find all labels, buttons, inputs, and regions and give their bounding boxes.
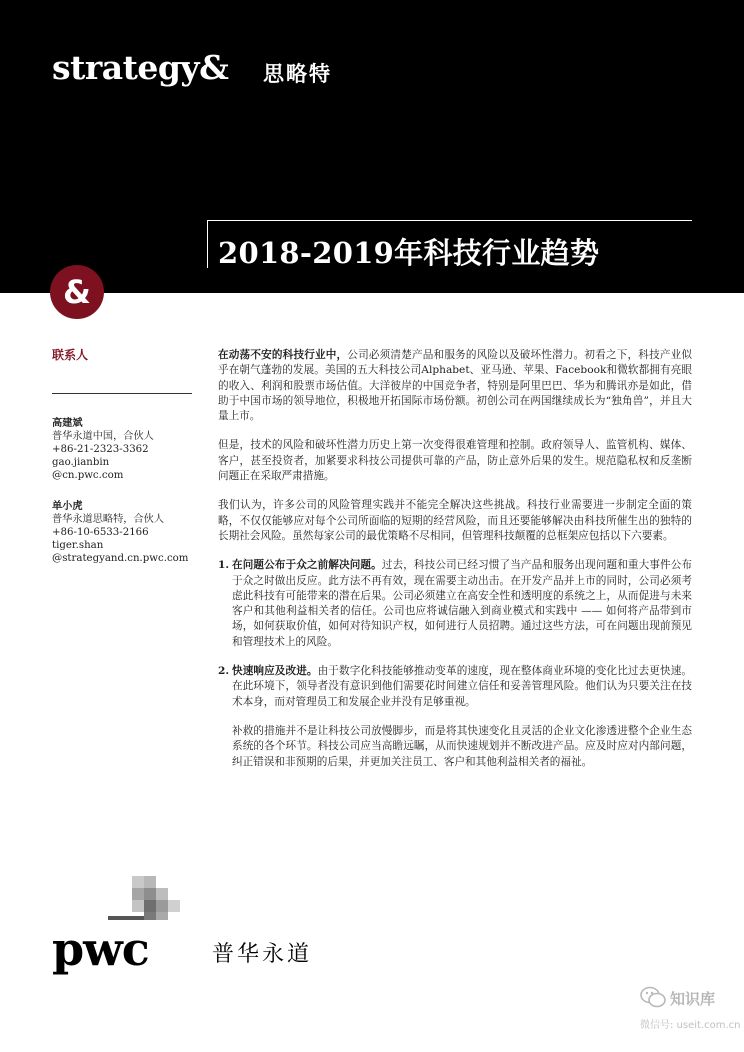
pwc-mosaic-icon <box>108 876 180 924</box>
watermark-sub: 微信号: useit.com.cn <box>640 1020 741 1031</box>
paragraph: 但是，技术的风险和破坏性潜力历史上第一次变得很难管理和控制。政府领导人、监管机构、媒体、客户，甚至投资者，加紧要求科技公司提供可靠的产品，防止意外后果的发生。规范隐私权和反垄断问题正在采取严肃措施。 <box>218 439 692 483</box>
pwc-logo-cn: 普华永道 <box>212 942 313 967</box>
contact-name: 高建斌 <box>52 417 83 429</box>
pwc-logo: pwc <box>52 922 149 976</box>
contact-phone[interactable]: +86-21-2323-3362 <box>52 444 149 455</box>
contact-role: 普华永道中国，合伙人 <box>52 431 154 442</box>
intro-paragraph <box>218 348 692 424</box>
ampersand-badge-icon: & <box>50 265 104 319</box>
list-item <box>218 558 692 650</box>
contacts-heading: 联系人 <box>52 348 89 362</box>
intro-text: 公司必须清楚产品和服务的风险以及破坏性潜力。初看之下，科技产业似乎在朝气蓬勃的发展。美国的五大科技公司Alphabet、亚马逊、苹果、Facebook和微软都拥有亮眼的收入、利润和股票市场估值。大洋彼岸的中国竞争者，特别是阿里巴巴、华为和腾讯亦是如此，借助于中国市场的领导地位，积极地开拓国际市场份额。初创公司在两国继续成长为“独角兽”，并且大量上市。 <box>218 349 693 423</box>
contact-email-domain[interactable]: @strategyand.cn.pwc.com <box>52 553 189 564</box>
brand-logo: strategy& <box>52 48 229 87</box>
paragraph: 我们认为，许多公司的风险管理实践并不能完全解决这些挑战。科技行业需要进一步制定全面的策略，不仅仅能够应对每个公司所面临的短期的经营风险，而且还要能够解决由科技所催生出的独特的长期社会风险。虽然每家公司的最优策略不尽相同，但管理科技颠覆的总框架应包括以下六要素。 <box>218 499 692 542</box>
contact-phone[interactable]: +86-10-6533-2166 <box>52 527 149 538</box>
main-content <box>218 348 692 784</box>
list-number: 1. <box>218 559 230 572</box>
list-item-text: 由于数字化科技能够推动变革的速度，现在整体商业环境的变化比过去更快速。在此环境下，领导者没有意识到他们需要花时间建立信任和妥善管理风险。他们认为只要关注在技术本身，而对管理员工和发展企业并没有足够重视。 <box>232 665 693 708</box>
title-rule-left <box>207 220 208 268</box>
contact-email-user[interactable]: gao.jianbin <box>52 457 110 468</box>
list-item-text: 过去，科技公司已经习惯了当产品和服务出现问题和重大事件公布于众之时做出反应。此方法不再有效，现在需要主动出击。在开发产品并上市的同时，公司必须考虑此科技有可能带来的潜在后果。公司必须建立在高安全性和透明度的系统之上，从而促进与未来客户和其他利益相关者的信任。公司也应将诚信融入到商业模式和实践中 —— 如何将产品带到市场，如何获取价值，如何对待知识产权，如何进行人员招聘。通过这些方法，可在问题出现前预见和管理技术上的风险。 <box>232 559 693 648</box>
contact-name: 单小虎 <box>52 500 83 512</box>
contact-card <box>52 417 202 482</box>
watermark <box>640 986 744 1036</box>
contact-email-user[interactable]: tiger.shan <box>52 540 104 551</box>
list-item-lead: 在问题公布于众之前解决问题。 <box>232 559 382 572</box>
sidebar-divider <box>52 393 192 394</box>
list-item-lead: 快速响应及改进。 <box>232 665 318 678</box>
brand-logo-cn: 思略特 <box>263 62 332 86</box>
wechat-icon <box>640 986 666 1008</box>
contact-email-domain[interactable]: @cn.pwc.com <box>52 470 124 481</box>
list-number: 2. <box>218 665 230 678</box>
watermark-name: 知识库 <box>670 990 716 1008</box>
sidebar <box>52 346 192 363</box>
header-band <box>0 0 744 293</box>
intro-lead: 在动荡不安的科技行业中， <box>218 349 348 361</box>
page-title: 2018-2019年科技行业趋势 <box>218 236 600 270</box>
contact-card <box>52 500 202 565</box>
contact-role: 普华永道思略特，合伙人 <box>52 514 165 525</box>
list-item-continuation: 补救的措施并不是让科技公司放慢脚步，而是将其快速变化且灵活的企业文化渗透进整个企业生态系统的各个环节。科技公司应当高瞻远瞩，从而快速规划并不断改进产品。应及时应对内部问题，纠正错误和非预期的后果，并更加关注员工、客户和其他利益相关者的福祉。 <box>232 724 692 768</box>
list-item <box>218 664 692 770</box>
title-rule <box>207 220 692 221</box>
